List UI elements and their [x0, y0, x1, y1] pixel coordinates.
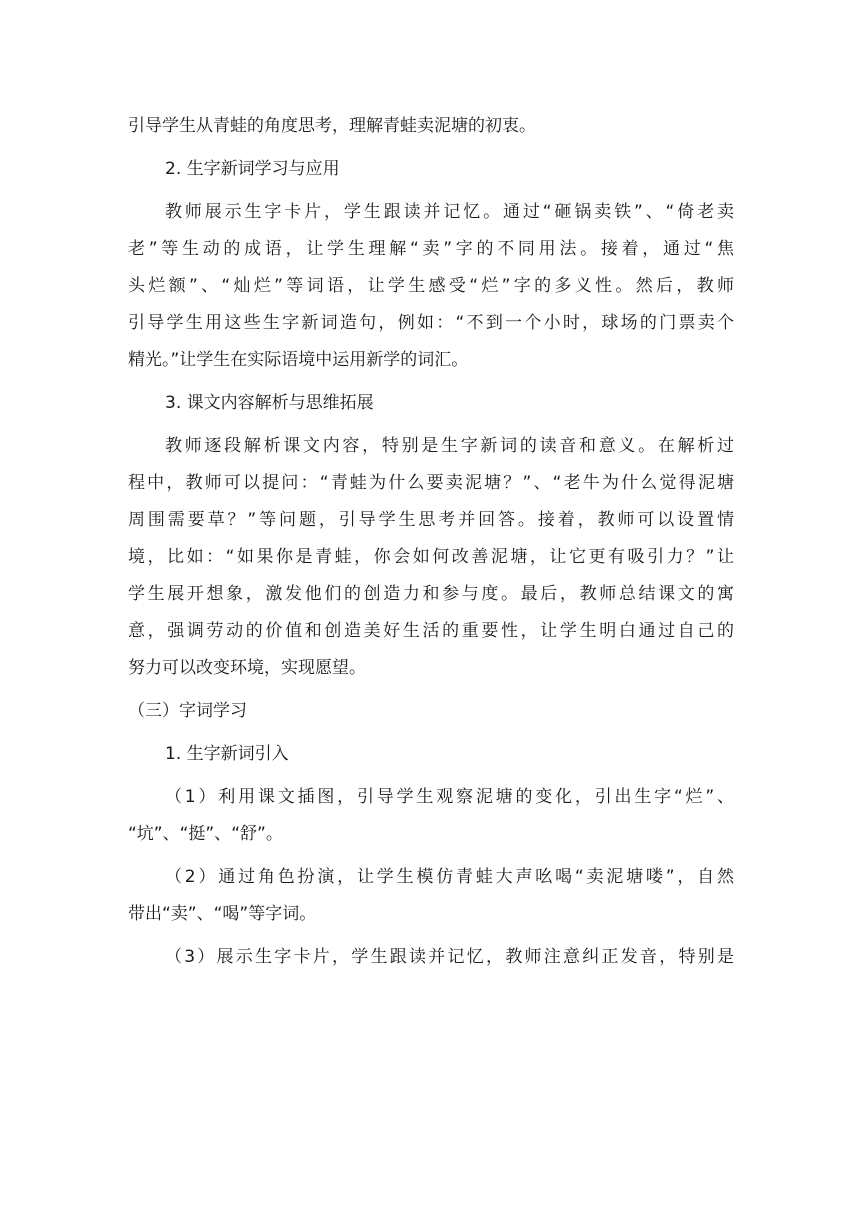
paragraph-line: 引导学生从青蛙的角度思考，理解青蛙卖泥塘的初衷。	[128, 116, 536, 136]
paragraph-line: 精光。”让学生在实际语境中运用新学的词汇。	[128, 350, 469, 370]
list-item-line: （2）通过角色扮演，让学生模仿青蛙大声吆喝“卖泥塘喽”，自然	[165, 867, 734, 887]
paragraph-line: 教师展示生字卡片，学生跟读并记忆。通过“砸锅卖铁”、“倚老卖	[165, 202, 734, 222]
document-body	[128, 108, 734, 976]
paragraph-line: 教师逐段解析课文内容，特别是生字新词的读音和意义。在解析过	[165, 436, 734, 456]
paragraph-line: 境，比如：“如果你是青蛙，你会如何改善泥塘，让它更有吸引力？”让	[128, 547, 734, 567]
list-item-line: （3）展示生字卡片，学生跟读并记忆，教师注意纠正发音，特别是	[165, 947, 734, 967]
list-item-line: 带出“卖”、“喝”等字词。	[128, 904, 317, 924]
paragraph-line: 意，强调劳动的价值和创造美好生活的重要性，让学生明白通过自己的	[128, 621, 734, 641]
subsection-heading: 1. 生字新词引入	[165, 744, 289, 764]
paragraph-line: 努力可以改变环境，实现愿望。	[128, 658, 366, 678]
paragraph-line: 学生展开想象，激发他们的创造力和参与度。最后，教师总结课文的寓	[128, 584, 734, 604]
section-heading: （三）字词学习	[128, 701, 247, 721]
list-item-line: （1）利用课文插图，引导学生观察泥塘的变化，引出生字“烂”、	[165, 787, 734, 807]
paragraph-line: 头烂额”、“灿烂”等词语，让学生感受“烂”字的多义性。然后，教师	[128, 276, 734, 296]
paragraph-line: 周围需要草？”等问题，引导学生思考并回答。接着，教师可以设置情	[128, 510, 734, 530]
paragraph-line: 程中，教师可以提问：“青蛙为什么要卖泥塘？”、“老牛为什么觉得泥塘	[128, 473, 734, 493]
paragraph-line: 老”等生动的成语，让学生理解“卖”字的不同用法。接着，通过“焦	[128, 239, 734, 259]
section-heading: 2. 生字新词学习与应用	[165, 159, 340, 179]
list-item-line: “坑”、“挺”、“舒”。	[128, 824, 283, 844]
section-heading: 3. 课文内容解析与思维拓展	[165, 393, 374, 413]
paragraph-line: 引导学生用这些生字新词造句，例如：“不到一个小时，球场的门票卖个	[128, 313, 734, 333]
